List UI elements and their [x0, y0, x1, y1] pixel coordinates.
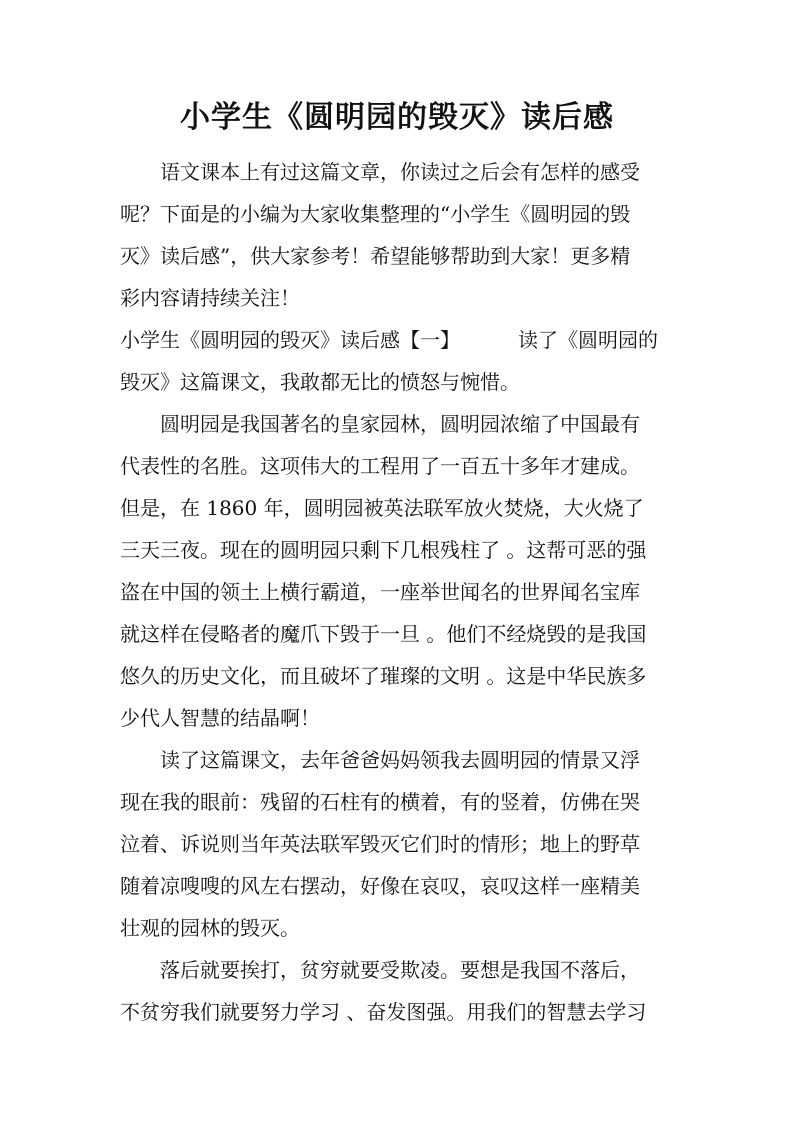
paragraph-line: 不贫穷我们就要努力学习 、奋发图强。用我们的智慧去学习 — [120, 1000, 647, 1024]
paragraph-line: 毁灭》这篇课文，我敢都无比的愤怒与惋惜。 — [120, 370, 520, 394]
section-heading-line — [120, 326, 680, 354]
paragraph-line: 彩内容请持续关注！ — [120, 286, 300, 310]
paragraph-line: 灭》读后感”，供大家参考！希望能够帮助到大家！更多精 — [120, 244, 631, 268]
paragraph-line: 代表性的名胜。这项伟大的工程用了一百五十多年才建成。 — [120, 454, 640, 478]
paragraph-line: 三天三夜。现在的圆明园只剩下几根残柱了 。这帮可恶的强 — [120, 538, 647, 562]
paragraph-line: 但是，在 1860 年，圆明园被英法联军放火焚烧，大火烧了 — [120, 496, 644, 520]
paragraph-line: 读了这篇课文，去年爸爸妈妈领我去圆明园的情景又浮 — [160, 748, 640, 772]
paragraph-line: 就这样在侵略者的魔爪下毁于一旦 。他们不经烧毁的是我国 — [120, 622, 647, 646]
section-heading: 小学生《圆明园的毁灭》读后感【一】 — [120, 328, 460, 352]
paragraph-line: 现在我的眼前：残留的石柱有的横着，有的竖着，仿佛在哭 — [120, 790, 640, 814]
paragraph-line: 语文课本上有过这篇文章，你读过之后会有怎样的感受 — [160, 160, 640, 184]
paragraph-line: 泣着、诉说则当年英法联军毁灭它们时的情形；地上的野草 — [120, 832, 640, 856]
page-title: 小学生《圆明园的毁灭》读后感 — [180, 100, 614, 135]
paragraph-line: 盗在中国的领土上横行霸道，一座举世闻名的世界闻名宝库 — [120, 580, 640, 604]
paragraph-line: 悠久的历史文化，而且破坏了璀璨的文明 。这是中华民族多 — [120, 664, 647, 688]
paragraph-line: 少代人智慧的结晶啊！ — [120, 706, 320, 730]
paragraph-line: 圆明园是我国著名的皇家园林，圆明园浓缩了中国最有 — [160, 412, 640, 436]
paragraph-line: 随着凉嗖嗖的风左右摆动，好像在哀叹，哀叹这样一座精美 — [120, 874, 640, 898]
paragraph-line: 呢？下面是的小编为大家收集整理的“小学生《圆明园的毁 — [120, 202, 631, 226]
paragraph-line: 落后就要挨打，贫穷就要受欺凌。要想是我国不落后， — [160, 958, 640, 982]
paragraph-line-start: 读了《圆明园的 — [518, 328, 658, 352]
paragraph-line: 壮观的园林的毁灭。 — [120, 916, 300, 940]
